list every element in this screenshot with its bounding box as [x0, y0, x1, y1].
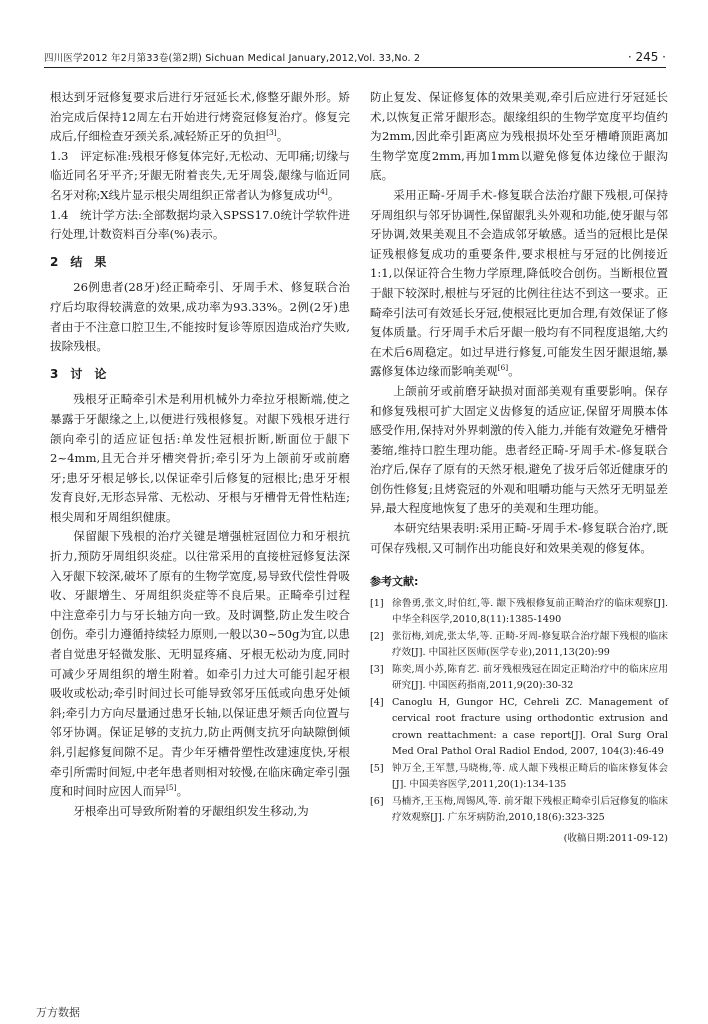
citation[interactable]: [5]	[165, 783, 177, 793]
paragraph: 残根牙正畸牵引术是利用机械外力牵拉牙根断端,使之暴露于牙龈缘之上,以便进行残根修复。对龈下残根牙进行颌向牵引的适应证包括:单发性冠根折断,断面位于龈下2~4mm,且无合并牙槽突骨折;牵引牙为上颌前牙或前磨牙;患牙牙根足够长,以保证牵引后修复的冠根比;患牙牙根发育良好,无形态异常、无松动、牙根与牙槽骨无骨性粘连;根尖周和牙周组织健康。	[50, 392, 350, 524]
right-column	[370, 88, 668, 848]
watermark-footer: 万方数据	[36, 1006, 80, 1019]
citation[interactable]: [3]	[266, 128, 277, 138]
paragraph: 采用正畸-牙周手术-修复联合法治疗龈下残根,可保持牙周组织与邻牙协调性,保留龈乳头外观和功能,使牙龈与邻牙协调,效果美观且不会造成邻牙敏感。适当的冠根比是保证残根修复成功的重要条件,要求根桩与牙冠的比例接近1:1,以保证符合生物力学原理,降低咬合创伤。当断根位置于龈下较深时,根桩与牙冠的比例往往达不到这一要求。正畸牵引法可有效延长牙冠,使根冠比更加合理,有效保证了修复体质量。行牙周手术后牙龈一般均有不同程度退缩,大约在术后6周稳定。如过早进行修复,可能发生因牙龈退缩,暴露修复体边缘而影响美观[6]。	[370, 187, 668, 379]
journal-info: 四川医学2012 年2月第33卷(第2期) Sichuan Medical January,2012,Vol. 33,No. 2	[44, 53, 421, 64]
paragraph: 1.4 统计学方法:全部数据均录入SPSS17.0统计学软件进行处理,计数资料百分率(%)表示。	[50, 207, 350, 242]
reference-item: [6] 马楠齐,王玉梅,周锡风,等. 前牙龈下残根正畸牵引后冠修复的临床疗效观察[J]. 广东牙病防治,2010,18(6):323-325	[370, 795, 668, 824]
section-heading-discussion: 3 讨 论	[50, 366, 107, 381]
paragraph: 1.3 评定标准:残根牙修复体完好,无松动、无叩痛;切缘与临近同名牙平齐;牙龈无附着丧失,无牙周袋,龈缘与临近同名牙对称;X线片显示根尖周组织正常者认为修复成功[4]。	[50, 148, 350, 202]
paragraph: 保留龈下残根的治疗关键是增强桩冠固位力和牙根抗折力,预防牙周组织炎症。以往常采用的直接桩冠修复法深入牙龈下较深,破坏了原有的生物学宽度,易导致代偿性骨吸收、牙龈增生、牙周组织炎症等不良后果。正畸牵引过程中注意牵引力与牙长轴方向一致。及时调整,防止发生咬合创伤。牵引力遵循持续轻力原则,一般以30~50g为宜,以患者自觉患牙轻微发胀、无明显疼痛、牙根无松动为度,同时可减少牙周组织的增生附着。如牵引力过大可能引起牙根吸收或松动;牵引时间过长可能导致邻牙压低或向患牙处倾斜;牵引力方向尽量通过患牙长轴,以保证患牙颊舌向位置与邻牙协调。保证足够的支抗力,防止两侧支抗牙向缺隙倒倾斜,引起修复间隙不足。青少年牙槽骨塑性改建速度快,牙根牵引所需时间短,中老年患者则相对较慢,在临床确定牵引强度和时间时应因人而异[5]。	[50, 529, 350, 799]
reference-item: [4] Canoglu H, Gungor HC, Cehreli ZC. Management of cervical root fracture using orthodontic extrusion and crown reattachment: a case report[J]. Oral Surg Oral Med Oral Pathol Oral Radiol Endod, 2007, 104(3):46-49	[370, 696, 668, 758]
section-heading-results: 2 结 果	[50, 254, 107, 269]
citation[interactable]: [6]	[497, 363, 509, 373]
paragraph: 根达到牙冠修复要求后进行牙冠延长术,修整牙龈外形。矫治完成后保持12周左右开始进行烤瓷冠修复治疗。修复完成后,仔细检查牙颈关系,减轻矫正牙的负担[3]。	[50, 90, 350, 144]
running-header	[44, 44, 666, 68]
paragraph: 牙根牵出可导致所附着的牙龈组织发生移动,为	[73, 803, 309, 818]
reference-list	[370, 596, 668, 827]
paragraph: 本研究结果表明:采用正畸-牙周手术-修复联合治疗,既可保存残根,又可制作出功能良好和效果美观的修复体。	[370, 521, 668, 555]
left-column	[50, 88, 350, 821]
paragraph: 防止复发、保证修复体的效果美观,牵引后应进行牙冠延长术,以恢复正常牙龈形态。龈缘组织的生物学宽度平均值约为2mm,因此牵引距离应为残根损坏处至牙槽嵴顶距离加生物学宽度2mm,再加1mm以避免修复体边缘位于龈沟底。	[370, 90, 668, 183]
reference-item: [2] 张衍梅,刘虎,张太华,等. 正畸-牙周-修复联合治疗龈下残根的临床疗效[J]. 中国社区医师(医学专业),2011,13(20):99	[370, 630, 668, 659]
received-date: (收稿日期:2011-09-12)	[563, 832, 668, 844]
reference-item: [3] 陈奕,周小苏,陈育艺. 前牙残根残冠在固定正畸治疗中的临床应用研究[J]. 中国医药指南,2011,9(20):30-32	[370, 663, 668, 692]
reference-item: [5] 钟万全,王军慧,马晓梅,等. 成人龈下残根正畸后的临床修复体会[J]. 中国美容医学,2011,20(1):134-135	[370, 762, 668, 791]
reference-item: [1] 徐鲁勇,张文,时伯红,等. 龈下残根修复前正畸治疗的临床观察[J]. 中华全科医学,2010,8(11):1385-1490	[370, 597, 668, 626]
paragraph: 26例患者(28牙)经正畸牵引、牙周手术、修复联合治疗后均取得较满意的效果,成功率为93.33%。2例(2牙)患者由于不注意口腔卫生,不能按时复诊等原因造成治疗失败,拔除残根。	[50, 280, 350, 354]
paragraph: 上颌前牙或前磨牙缺损对面部美观有重要影响。保存和修复残根可扩大固定义齿修复的适应证,保留牙周膜本体感受作用,保持对外界刺激的传入能力,并能有效避免牙槽骨萎缩,维持口腔生理功能。患者经正畸-牙周手术-修复联合治疗后,保存了原有的天然牙根,避免了拔牙后邻近健康牙的创伤性修复;且烤瓷冠的外观和咀嚼功能与天然牙无明显差异,最大程度地恢复了患牙的美观和生理功能。	[370, 383, 668, 516]
references-title: 参考文献:	[370, 575, 419, 589]
page-number: · 245 ·	[627, 50, 666, 64]
citation[interactable]: [4]	[317, 187, 328, 197]
